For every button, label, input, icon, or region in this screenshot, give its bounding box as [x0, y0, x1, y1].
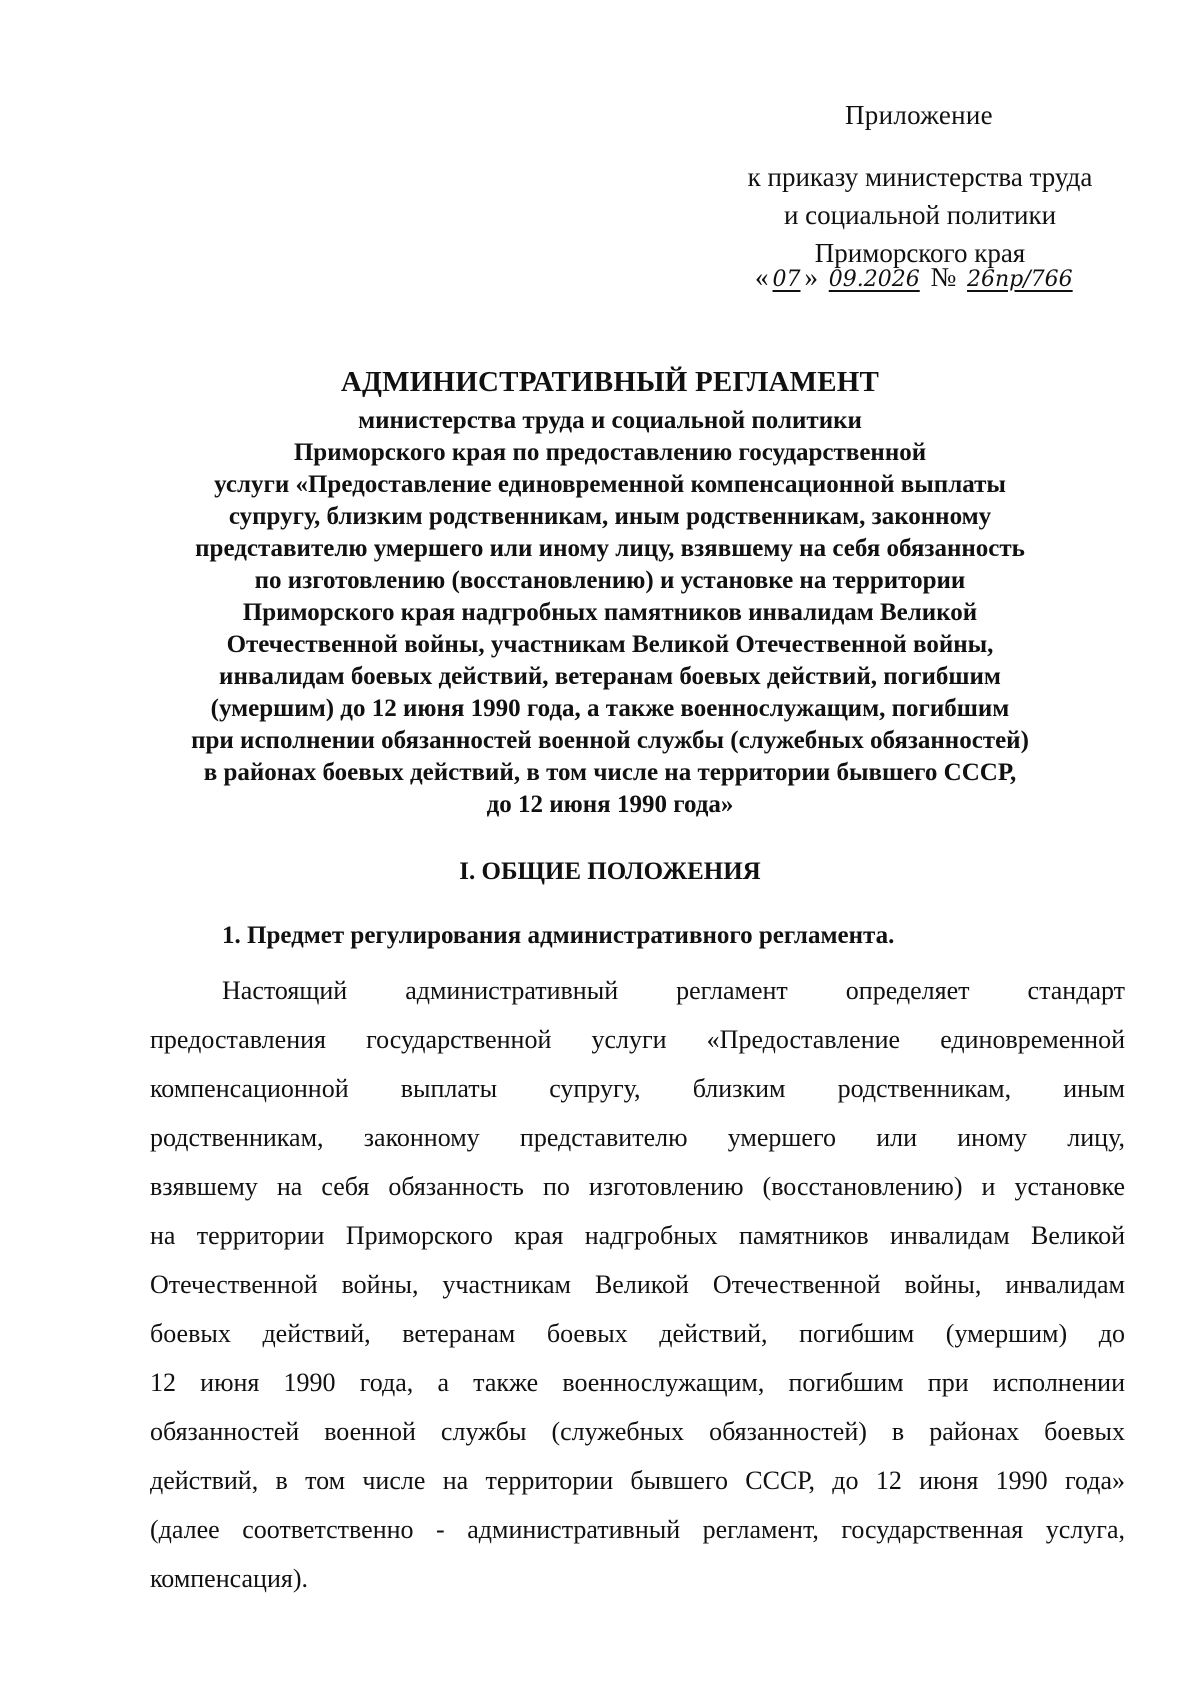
subtitle-line: услуги «Предоставление единовременной компенсационной выплаты [214, 471, 1006, 498]
subtitle-line: министерства труда и социальной политики [358, 407, 862, 434]
order-reference-line: Приморского края [814, 238, 1026, 268]
order-date: 09.2026 [828, 267, 920, 292]
body-line: компенсационной выплаты супругу, близким родственникам, иным [150, 1074, 1125, 1103]
order-date-number [755, 262, 1077, 293]
number-sign: № [930, 262, 957, 292]
subtitle-line: до 12 июня 1990 года» [486, 791, 734, 818]
subtitle-line: Приморского края надгробных памятников инвалидам Великой [242, 599, 978, 626]
subsection-heading: 1. Предмет регулирования административного регламента. [222, 922, 895, 949]
close-quote: » [804, 262, 818, 292]
body-line: Отечественной войны, участникам Великой Отечественной войны, инвалидам [150, 1270, 1125, 1299]
subtitle-line: Отечественной войны, участникам Великой Отечественной войны, [226, 631, 994, 658]
body-line: (далее соответственно - административный регламент, государственная услуга, [150, 1515, 1125, 1544]
order-reference-line: и социальной политики [783, 200, 1057, 230]
body-line: Настоящий административный регламент определяет стандарт [222, 976, 1125, 1005]
body-line: 12 июня 1990 года, а также военнослужащим, погибшим при исполнении [150, 1368, 1125, 1397]
order-number: 26пр/766 [967, 267, 1073, 292]
subtitle-line: в районах боевых действий, в том числе на территории бывшего СССР, [203, 759, 1017, 786]
body-line: боевых действий, ветеранам боевых действий, погибшим (умершим) до [150, 1319, 1125, 1348]
body-line: компенсация). [150, 1564, 308, 1593]
order-day: 07 [772, 267, 801, 292]
subtitle-line: инвалидам боевых действий, ветеранам боевых действий, погибшим [219, 663, 1001, 690]
body-line: на территории Приморского края надгробных памятников инвалидам Великой [150, 1221, 1125, 1250]
document-subtitle [40, 405, 1180, 821]
subtitle-line: супругу, близким родственникам, иным родственникам, законному [228, 503, 992, 530]
subtitle-line: (умершим) до 12 июня 1990 года, а также военнослужащим, погибшим [210, 695, 1010, 722]
order-reference [700, 158, 1140, 272]
order-reference-line: к приказу министерства труда [747, 162, 1093, 192]
body-line: взявшему на себя обязанность по изготовлению (восстановлению) и установке [150, 1172, 1125, 1201]
subtitle-line: представителю умершего или иному лицу, взявшему на себя обязанность [195, 535, 1025, 562]
body-line: родственникам, законному представителю умершего или иному лицу, [150, 1123, 1125, 1152]
subtitle-line: по изготовлению (восстановлению) и установке на территории [254, 567, 966, 594]
subtitle-line: Приморского края по предоставлению государственной [293, 439, 927, 466]
body-line: предоставления государственной услуги «Предоставление единовременной [150, 1025, 1125, 1054]
body-line: действий, в том числе на территории бывшего СССР, до 12 июня 1990 года» [150, 1466, 1125, 1495]
body-line: обязанностей военной службы (служебных обязанностей) в районах боевых [150, 1417, 1125, 1446]
section-heading: I. ОБЩИЕ ПОЛОЖЕНИЯ [459, 858, 761, 885]
document-title: АДМИНИСТРАТИВНЫЙ РЕГЛАМЕНТ [340, 366, 880, 398]
appendix-label: Приложение [845, 100, 993, 130]
subtitle-line: при исполнении обязанностей военной службы (служебных обязанностей) [191, 727, 1029, 754]
body-paragraph [150, 966, 1125, 1603]
open-quote: « [755, 262, 769, 292]
